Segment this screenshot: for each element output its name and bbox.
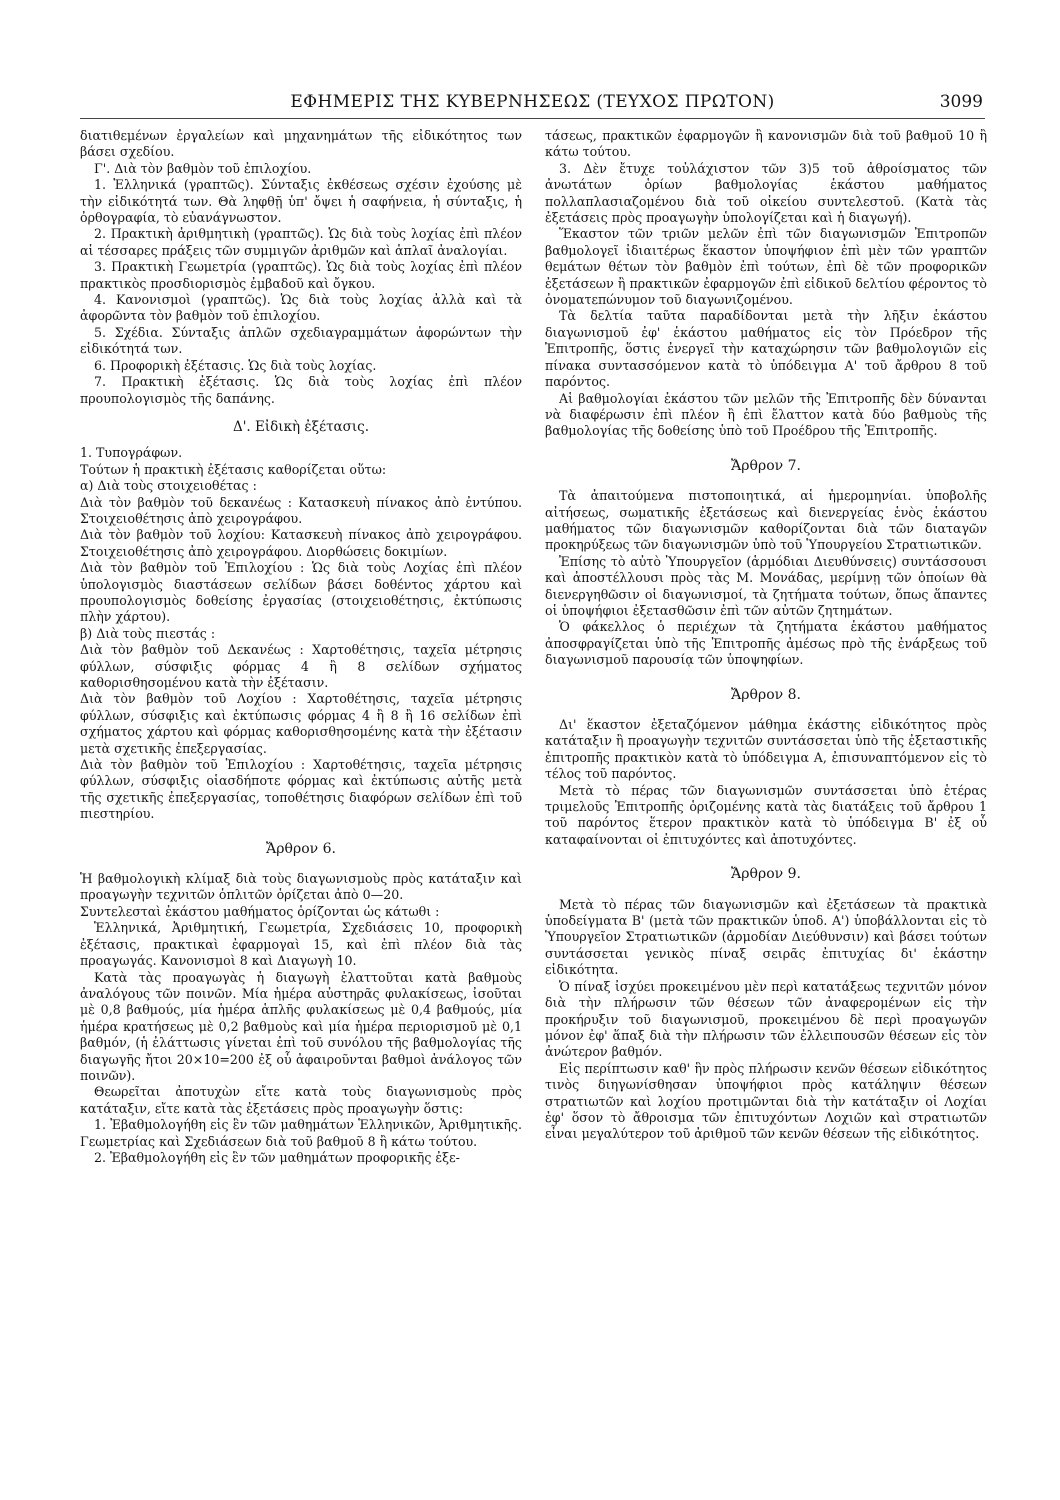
paragraph: Αἱ βαθμολογίαι ἑκάστου τῶν μελῶν τῆς Ἐπιτροπῆς δὲν δύνανται νὰ διαφέρωσιν ἐπὶ πλέον ἢ ἐπὶ ἔλαττον κατὰ δύο βαθμοὺς τῆς βαθμολογίας τῆς δοθείσης ὑπὸ τοῦ Προέδρου τῆς Ἐπιτροπῆς.	[545, 390, 987, 439]
paragraph: 3. Δὲν ἔτυχε τοὐλάχιστον τῶν 3)5 τοῦ ἀθροίσματος τῶν ἀνωτάτων ὁρίων βαθμολογίας ἑκάστου μαθήματος πολλαπλασιαζομένου διὰ τοῦ οἰκείου συντελεστοῦ. (Κατὰ τὰς ἐξετάσεις πρὸς προαγωγὴν ὑπολογίζεται καὶ ἡ διαγωγή).	[545, 160, 987, 226]
paragraph: Τὰ δελτία ταῦτα παραδίδονται μετὰ τὴν λῆξιν ἑκάστου διαγωνισμοῦ ἐφ' ἑκάστου μαθήματος εἰς τὸν Πρόεδρον τῆς Ἐπιτροπῆς, ὅστις ἐνεργεῖ τὴν καταχώρησιν τῶν βαθμολογιῶν εἰς πίνακα συντασσόμενον κατὰ τὸ ὑπόδειγμα Α' τοῦ ἄρθρου 8 τοῦ παρόντος.	[545, 308, 987, 390]
paragraph: 1. Τυπογράφων.	[80, 445, 183, 461]
paragraph: 2. Ἐβαθμολογήθη εἰς ἓν τῶν μαθημάτων προφορικῆς ἐξε-	[94, 1149, 460, 1165]
paragraph: 1. Ἐβαθμολογήθη εἰς ἓν τῶν μαθημάτων Ἑλληνικῶν, Ἀριθμητικῆς. Γεωμετρίας καὶ Σχεδιάσεων διὰ τοῦ βαθμοῦ 8 ἢ κάτω τούτου.	[80, 1117, 522, 1149]
paragraph: Τὰ ἀπαιτούμενα πιστοποιητικά, αἱ ἡμερομηνίαι. ὑποβολῆς αἰτήσεως, σωματικῆς ἐξετάσεως καὶ διενεργείας ἑνὸς ἑκάστου μαθήματος τῶν διαγωνισμῶν καθορίζονται διὰ τῶν διαταγῶν προκηρύξεως τῶν διαγωνισμῶν ὑπὸ τοῦ Ὑπουργείου Στρατιωτικῶν.	[545, 488, 987, 553]
article-9-heading: Ἄρθρον 9.	[731, 866, 801, 883]
paragraph: Διὰ τὸν βαθμὸν τοῦ Ἐπιλοχίου : Ὡς διὰ τοὺς Λοχίας ἐπὶ πλέον ὑπολογισμὸς διαστάσεων σελίδων βάσει δοθέντος χάρτου καὶ προυπολογισμὸς δοθείσης ἐργασίας (στοιχειοθέτησις, ἐκτύπωσις πλὴν χάρτου).	[80, 560, 522, 625]
paragraph: Διὰ τὸν βαθμὸν τοῦ λοχίου: Κατασκευὴ πίνακος ἀπὸ χειρογράφου. Στοιχειοθέτησις ἀπὸ χειρογράφου. Διορθώσεις δοκιμίων.	[80, 527, 522, 559]
paragraph: Μετὰ τὸ πέρας τῶν διαγωνισμῶν καὶ ἐξετάσεων τὰ πρακτικὰ ὑποδείγματα Β' (μετὰ τῶν πρακτικῶν ὑποδ. Α') ὑποβάλλονται εἰς τὸ Ὑπουργεῖον Στρατιωτικῶν (ἁρμοδίαν Διεύθυνσιν) καὶ βάσει τούτων συντάσσεται γενικὸς πίναξ σειρᾶς ἐπιτυχίας δι' ἑκάστην εἰδικότητα.	[545, 896, 987, 978]
right-column	[545, 128, 987, 1143]
paragraph: Ἡ βαθμολογικὴ κλίμαξ διὰ τοὺς διαγωνισμοὺς πρὸς κατάταξιν καὶ προαγωγὴν τεχνιτῶν ὁπλιτῶν ὁρίζεται ἀπὸ 0—20.	[80, 871, 522, 903]
paragraph: α) Διὰ τοὺς στοιχειοθέτας :	[80, 478, 257, 494]
paragraph: 3. Πρακτικὴ Γεωμετρία (γραπτῶς). Ὡς διὰ τοὺς λοχίας ἐπὶ πλέον πρακτικὸς προσδιορισμὸς ἐμβαδοῦ καὶ ὄγκου.	[80, 259, 522, 291]
paragraph: Κατὰ τὰς προαγωγὰς ἡ διαγωγὴ ἐλαττοῦται κατὰ βαθμοὺς ἀναλόγους τῶν ποινῶν. Μία ἡμέρα αὐστηρᾶς φυλακίσεως, ἰσοῦται μὲ 0,8 βαθμούς, μία ἡμέρα ἁπλῆς φυλακίσεως μὲ 0,4 βαθμούς, μία ἡμέρα κρατήσεως μὲ 0,2 βαθμοὺς καὶ μία ἡμέρα περιορισμοῦ μὲ 0,1 βαθμόν, (ἡ ἐλάττωσις γίνεται ἐπὶ τοῦ συνόλου τῆς βαθμολογίας τῆς διαγωγῆς ἤτοι 20×10=200 ἐξ οὗ ἀφαιροῦνται βαθμοὶ ἀνάλογος τῶν ποινῶν).	[80, 969, 522, 1083]
paragraph: 2. Πρακτικὴ ἀριθμητικὴ (γραπτῶς). Ὡς διὰ τοὺς λοχίας ἐπὶ πλέον αἱ τέσσαρες πράξεις τῶν συμμιγῶν ἀριθμῶν καὶ ἁπλαῖ ἀναλογίαι.	[80, 226, 522, 258]
paragraph: β) Διὰ τοὺς πιεστάς :	[80, 625, 216, 641]
section-heading-d: Δ'. Εἰδικὴ ἐξέτασις.	[232, 418, 370, 435]
page-number: 3099	[939, 92, 983, 112]
paragraph: Τούτων ἡ πρακτικὴ ἐξέτασις καθορίζεται οὕτω:	[80, 461, 387, 477]
paragraph: Ἐπίσης τὸ αὐτὸ Ὑπουργεῖον (ἁρμόδιαι Διευθύνσεις) συντάσσουσι καὶ ἀποστέλλουσι πρὸς τὰς Μ. Μονάδας, μερίμνῃ τῶν ὁποίων θὰ διενεργηθῶσιν οἱ διαγωνισμοί, τὰ ζητήματα τούτων, ὅπως ἅπαντες οἱ ὑποψήφιοι ἐξετασθῶσιν ἐπὶ τῶν αὐτῶν ζητημάτων.	[545, 553, 987, 618]
paragraph: Ἕκαστον τῶν τριῶν μελῶν ἐπὶ τῶν διαγωνισμῶν Ἐπιτροπῶν βαθμολογεῖ ἰδιαιτέρως ἕκαστον ὑποψήφιον ἐπὶ μὲν τῶν γραπτῶν θεμάτων θέτων τὸν βαθμὸν ἐπὶ τούτων, ἐπὶ δὲ τῶν προφορικῶν ἐξετάσεων ἢ πρακτικῶν ἐφαρμογῶν ἐπὶ εἰδικοῦ δελτίου φέροντος τὸ ὀνοματεπώνυμον τοῦ διαγωνιζομένου.	[545, 226, 987, 308]
paragraph: Θεωρεῖται ἀποτυχὼν εἴτε κατὰ τοὺς διαγωνισμοὺς πρὸς κατάταξιν, εἴτε κατὰ τὰς ἐξετάσεις πρὸς προαγωγὴν ὅστις:	[80, 1084, 522, 1116]
paragraph: Δι' ἕκαστον ἐξεταζόμενον μάθημα ἑκάστης εἰδικότητος πρὸς κατάταξιν ἢ προαγωγὴν τεχνιτῶν συντάσσεται ὑπὸ τῆς ἐξεταστικῆς ἐπιτροπῆς πρακτικὸν κατὰ τὸ ὑπόδειγμα Α, ἐπισυναπτόμενον εἰς τὸ τέλος τοῦ παρόντος.	[545, 717, 987, 782]
paragraph: Εἰς περίπτωσιν καθ' ἣν πρὸς πλήρωσιν κενῶν θέσεων εἰδικότητος τινὸς διηγωνίσθησαν ὑποψήφιοι πρὸς κατάληψιν θέσεων στρατιωτῶν καὶ λοχίου προτιμῶνται διὰ τὴν κατάταξιν οἱ Λοχίαι ἐφ' ὅσον τὸ ἄθροισμα τῶν ἐπιτυχόντων Λοχιῶν καὶ στρατιωτῶν εἶναι μεγαλύτερον τοῦ ἀριθμοῦ τῶν κενῶν θέσεων τῆς εἰδικότητος.	[545, 1060, 987, 1142]
gazette-title: ΕΦΗΜΕΡΙΣ ΤΗΣ ΚΥΒΕΡΝΗΣΕΩΣ (ΤΕΥΧΟΣ ΠΡΩΤΟΝ)	[290, 92, 775, 112]
page-header	[80, 92, 985, 119]
paragraph: Διὰ τὸν βαθμὸν τοῦ Ἐπιλοχίου : Χαρτοθέτησις, ταχεῖα μέτρησις φύλλων, σύσφιξις οἱασδήποτε φόρμας καὶ ἐκτύπωσις αὐτῆς μετὰ τῆς σχετικῆς ἐπεξεργασίας, τοποθέτησις διαφόρων σελίδων ἐπὶ τοῦ πιεστηρίου.	[80, 757, 522, 822]
paragraph: Διὰ τὸν βαθμὸν τοῦ Λοχίου : Χαρτοθέτησις, ταχεῖα μέτρησις φύλλων, σύσφιξις καὶ ἐκτύπωσις φόρμας 4 ἢ 8 ἢ 16 σελίδων ἐπὶ σχήματος χάρτου καὶ φόρμας καθορισθησομένης κατὰ τὴν ἐξέτασιν μετὰ σχετικῆς ἐπεξεργασίας.	[80, 691, 522, 756]
paragraph: 5. Σχέδια. Σύνταξις ἁπλῶν σχεδιαγραμμάτων ἀφορώντων τὴν εἰδικότητά των.	[80, 324, 522, 357]
paragraph: 6. Προφορικὴ ἐξέτασις. Ὡς διὰ τοὺς λοχίας.	[94, 357, 377, 373]
paragraph: Ὁ πίναξ ἰσχύει προκειμένου μὲν περὶ κατατάξεως τεχνιτῶν μόνον διὰ τὴν πλήρωσιν τῶν θέσεων τῶν ἀναφερομένων εἰς τὴν προκήρυξιν τοῦ διαγωνισμοῦ, προκειμένου δὲ περὶ προαγωγῶν μόνον ἐφ' ἅπαξ διὰ τὴν πλήρωσιν τῶν ἐλλειπουσῶν θέσεων εἰς τὸν ἀνώτερον βαθμόν.	[545, 978, 987, 1060]
paragraph: Διὰ τὸν βαθμὸν τοῦ δεκανέως : Κατασκευὴ πίνακος ἀπὸ ἐντύπου. Στοιχειοθέτησις ἀπὸ χειρογράφου.	[80, 494, 522, 526]
section-subheading: Γ'. Διὰ τὸν βαθμὸν τοῦ ἐπιλοχίου.	[94, 160, 312, 176]
paragraph: 4. Κανονισμοὶ (γραπτῶς). Ὡς διὰ τοὺς λοχίας ἀλλὰ καὶ τὰ ἀφορῶντα τὸν βαθμὸν τοῦ ἐπιλοχίου.	[80, 292, 522, 324]
paragraph: Ὁ φάκελλος ὁ περιέχων τὰ ζητήματα ἑκάστου μαθήματος ἀποσφραγίζεται ὑπὸ τῆς Ἐπιτροπῆς ἀμέσως πρὸ τῆς ἐνάρξεως τοῦ διαγωνισμοῦ παρουσίᾳ τῶν ὑποψηφίων.	[545, 619, 987, 668]
article-6-heading: Ἄρθρον 6.	[266, 840, 336, 857]
paragraph: διατιθεμένων ἐργαλείων καὶ μηχανημάτων τῆς εἰδικότητος των βάσει σχεδίου.	[80, 128, 522, 160]
paragraph: Συντελεσταὶ ἑκάστου μαθήματος ὁρίζονται ὡς κάτωθι :	[80, 903, 440, 919]
paragraph: τάσεως, πρακτικῶν ἐφαρμογῶν ἢ κανονισμῶν διὰ τοῦ βαθμοῦ 10 ἢ κάτω τούτου.	[545, 128, 987, 160]
paragraph: 7. Πρακτικὴ ἐξέτασις. Ὡς διὰ τοὺς λοχίας ἐπὶ πλέον προυπολογισμὸς τῆς δαπάνης.	[80, 374, 522, 406]
paragraph: Ἑλληνικά, Ἀριθμητική, Γεωμετρία, Σχεδιάσεις 10, προφορικὴ ἐξέτασις, πρακτικαὶ ἐφαρμογαὶ 15, καὶ ἐπὶ πλέον διὰ τὰς προαγωγάς. Κανονισμοὶ 8 καὶ Διαγωγὴ 10.	[80, 920, 522, 969]
paragraph: 1. Ἑλληνικά (γραπτῶς). Σύνταξις ἐκθέσεως σχέσιν ἐχούσης μὲ τὴν εἰδικότητά των. Θὰ ληφθῇ ὑπ' ὄψει ἡ σαφήνεια, ἡ σύνταξις, ἡ ὀρθογραφία, τὸ εὐανάγνωστον.	[80, 177, 522, 226]
article-8-heading: Ἄρθρον 8.	[731, 686, 801, 703]
left-column	[80, 128, 522, 1166]
article-7-heading: Ἄρθρον 7.	[731, 457, 801, 474]
paragraph: Μετὰ τὸ πέρας τῶν διαγωνισμῶν συντάσσεται ὑπὸ ἑτέρας τριμελοῦς Ἐπιτροπῆς ὁριζομένης κατὰ τὰς διατάξεις τοῦ ἄρθρου 1 τοῦ παρόντος ἕτερον πρακτικὸν κατὰ τὸ ὑπόδειγμα Β' ἐξ οὗ καταφαίνονται οἱ ἐπιτυχόντες καὶ ἀποτυχόντες.	[545, 782, 987, 847]
paragraph: Διὰ τὸν βαθμὸν τοῦ Δεκανέως : Χαρτοθέτησις, ταχεῖα μέτρησις φύλλων, σύσφιξις φόρμας 4 ἢ 8 σελίδων σχήματος καθορισθησομένου κατὰ τὴν ἐξέτασιν.	[80, 642, 522, 690]
